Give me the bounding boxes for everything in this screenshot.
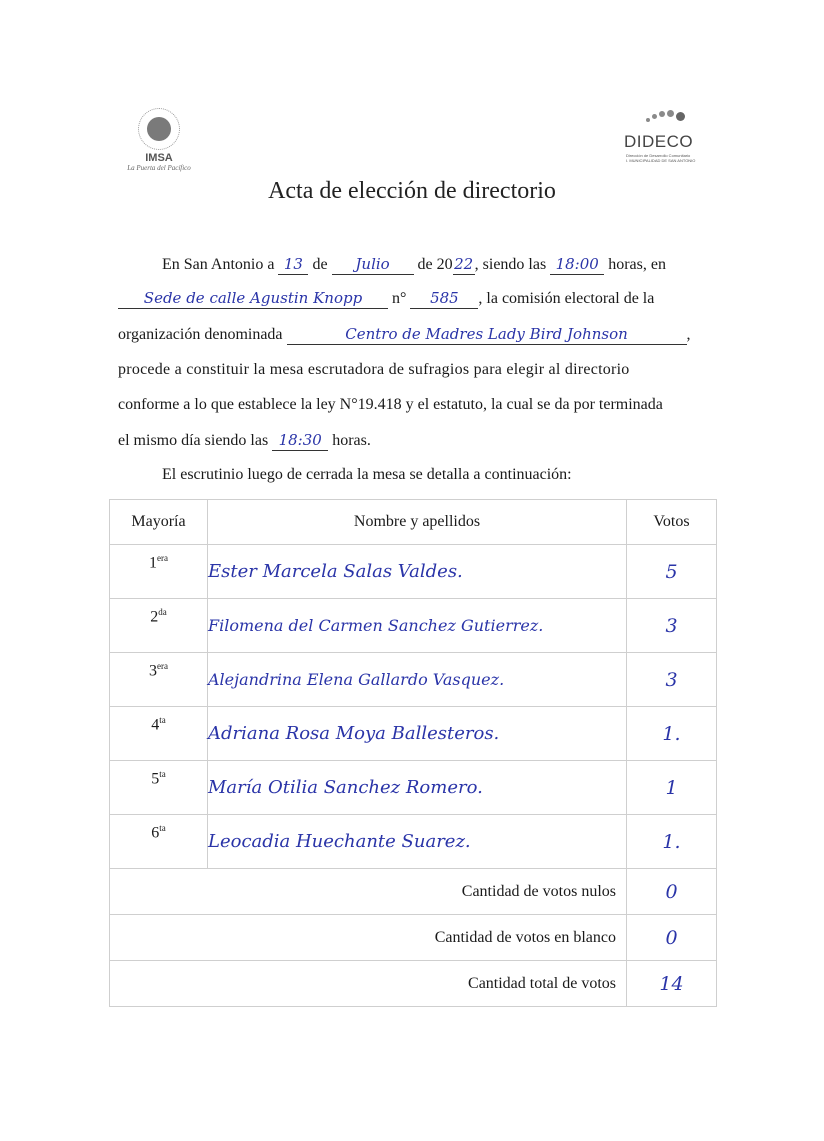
table-row [110, 815, 717, 869]
rank-number: 4 [151, 716, 160, 734]
intro-line-5: conforme a lo que establece la ley N°19.418 y el estatuto, la cual se da por terminada [118, 396, 663, 413]
imsa-logo [118, 108, 200, 172]
text-fragment: En San Antonio a [162, 256, 275, 273]
document-title: Acta de elección de directorio [268, 178, 556, 204]
header-nombre: Nombre y apellidos [208, 500, 627, 545]
rank-suffix: era [157, 661, 168, 671]
candidate-name: Filomena del Carmen Sanchez Gutierrez. [208, 599, 627, 653]
vote-count: 5 [627, 545, 717, 599]
rank-number: 3 [149, 662, 157, 680]
text-fragment: de 20 [417, 256, 453, 273]
rank-suffix: ta [159, 823, 166, 833]
total-label: Cantidad total de votos [110, 961, 627, 1007]
year-field: 22 [454, 255, 474, 273]
intro-line-1 [162, 254, 710, 275]
intro-line-6 [118, 430, 710, 451]
dideco-sub-line2: I. MUNICIPALIDAD DE SAN ANTONIO [626, 158, 696, 163]
text-fragment: , [686, 326, 691, 343]
rank-number: 2 [150, 608, 159, 626]
text-fragment: organización denominada [118, 326, 283, 343]
table-row [110, 545, 717, 599]
rank-suffix: ta [159, 769, 166, 779]
results-table [109, 499, 717, 1007]
candidate-name: María Otilia Sanchez Romero. [208, 761, 627, 815]
text-fragment: el mismo día siendo las [118, 432, 269, 449]
rank-number: 1 [149, 554, 157, 572]
header-votos: Votos [627, 500, 717, 545]
nulos-label: Cantidad de votos nulos [110, 869, 627, 915]
intro-line-7: El escrutinio luego de cerrada la mesa se detalla a continuación: [162, 466, 572, 483]
intro-line-4: procede a constituir la mesa escrutadora de sufragios para elegir al directorio [118, 361, 630, 378]
end-time-field: 18:30 [272, 430, 328, 451]
candidate-name: Ester Marcela Salas Valdes. [208, 545, 627, 599]
total-value: 14 [627, 961, 717, 1007]
blanco-label: Cantidad de votos en blanco [110, 915, 627, 961]
text-fragment: horas. [332, 432, 371, 449]
rank-suffix: era [157, 553, 168, 563]
intro-line-2 [118, 288, 710, 309]
text-fragment: , siendo las [474, 256, 547, 273]
rank-suffix: da [158, 607, 167, 617]
vote-count: 1 [627, 761, 717, 815]
dideco-logo-subtitle [626, 153, 710, 163]
month-field: Julio [332, 254, 414, 275]
rank-cell [110, 815, 208, 869]
organization-name-field: Centro de Madres Lady Bird Johnson [287, 324, 687, 345]
day-field: 13 [278, 254, 308, 275]
dideco-sub-line1: Dirección de Desarrollo Comunitario [626, 153, 691, 158]
summary-row-blanco [110, 915, 717, 961]
candidate-name: Leocadia Huechante Suarez. [208, 815, 627, 869]
text-fragment: de [312, 256, 328, 273]
rank-cell [110, 545, 208, 599]
street-number-field: 585 [410, 288, 478, 309]
rank-number: 5 [151, 770, 160, 788]
imsa-logo-name: IMSA [145, 152, 173, 164]
imsa-logo-tagline: La Puerta del Pacífico [127, 164, 191, 172]
text-fragment: , la comisión electoral de la [478, 290, 655, 307]
dideco-logo-name: DIDECO [624, 132, 694, 151]
rank-number: 6 [151, 824, 160, 842]
place-field: Sede de calle Agustin Knopp [118, 288, 388, 309]
candidate-name: Alejandrina Elena Gallardo Vasquez. [208, 653, 627, 707]
text-fragment: horas, en [608, 256, 666, 273]
blanco-value: 0 [627, 915, 717, 961]
text-fragment: n° [392, 290, 407, 307]
table-header-row [110, 500, 717, 545]
header-mayoria: Mayoría [110, 500, 208, 545]
start-time-field: 18:00 [550, 254, 604, 275]
table-row [110, 761, 717, 815]
table-row [110, 599, 717, 653]
vote-count: 1. [627, 815, 717, 869]
rank-cell [110, 761, 208, 815]
summary-row-nulos [110, 869, 717, 915]
summary-row-total [110, 961, 717, 1007]
vote-count: 1. [627, 707, 717, 761]
table-row [110, 707, 717, 761]
vote-count: 3 [627, 599, 717, 653]
vote-count: 3 [627, 653, 717, 707]
intro-line-3 [118, 324, 710, 345]
nulos-value: 0 [627, 869, 717, 915]
rank-cell [110, 707, 208, 761]
candidate-name: Adriana Rosa Moya Ballesteros. [208, 707, 627, 761]
imsa-emblem-icon [138, 108, 180, 150]
rank-cell [110, 653, 208, 707]
rank-suffix: ta [159, 715, 166, 725]
table-row [110, 653, 717, 707]
rank-cell [110, 599, 208, 653]
